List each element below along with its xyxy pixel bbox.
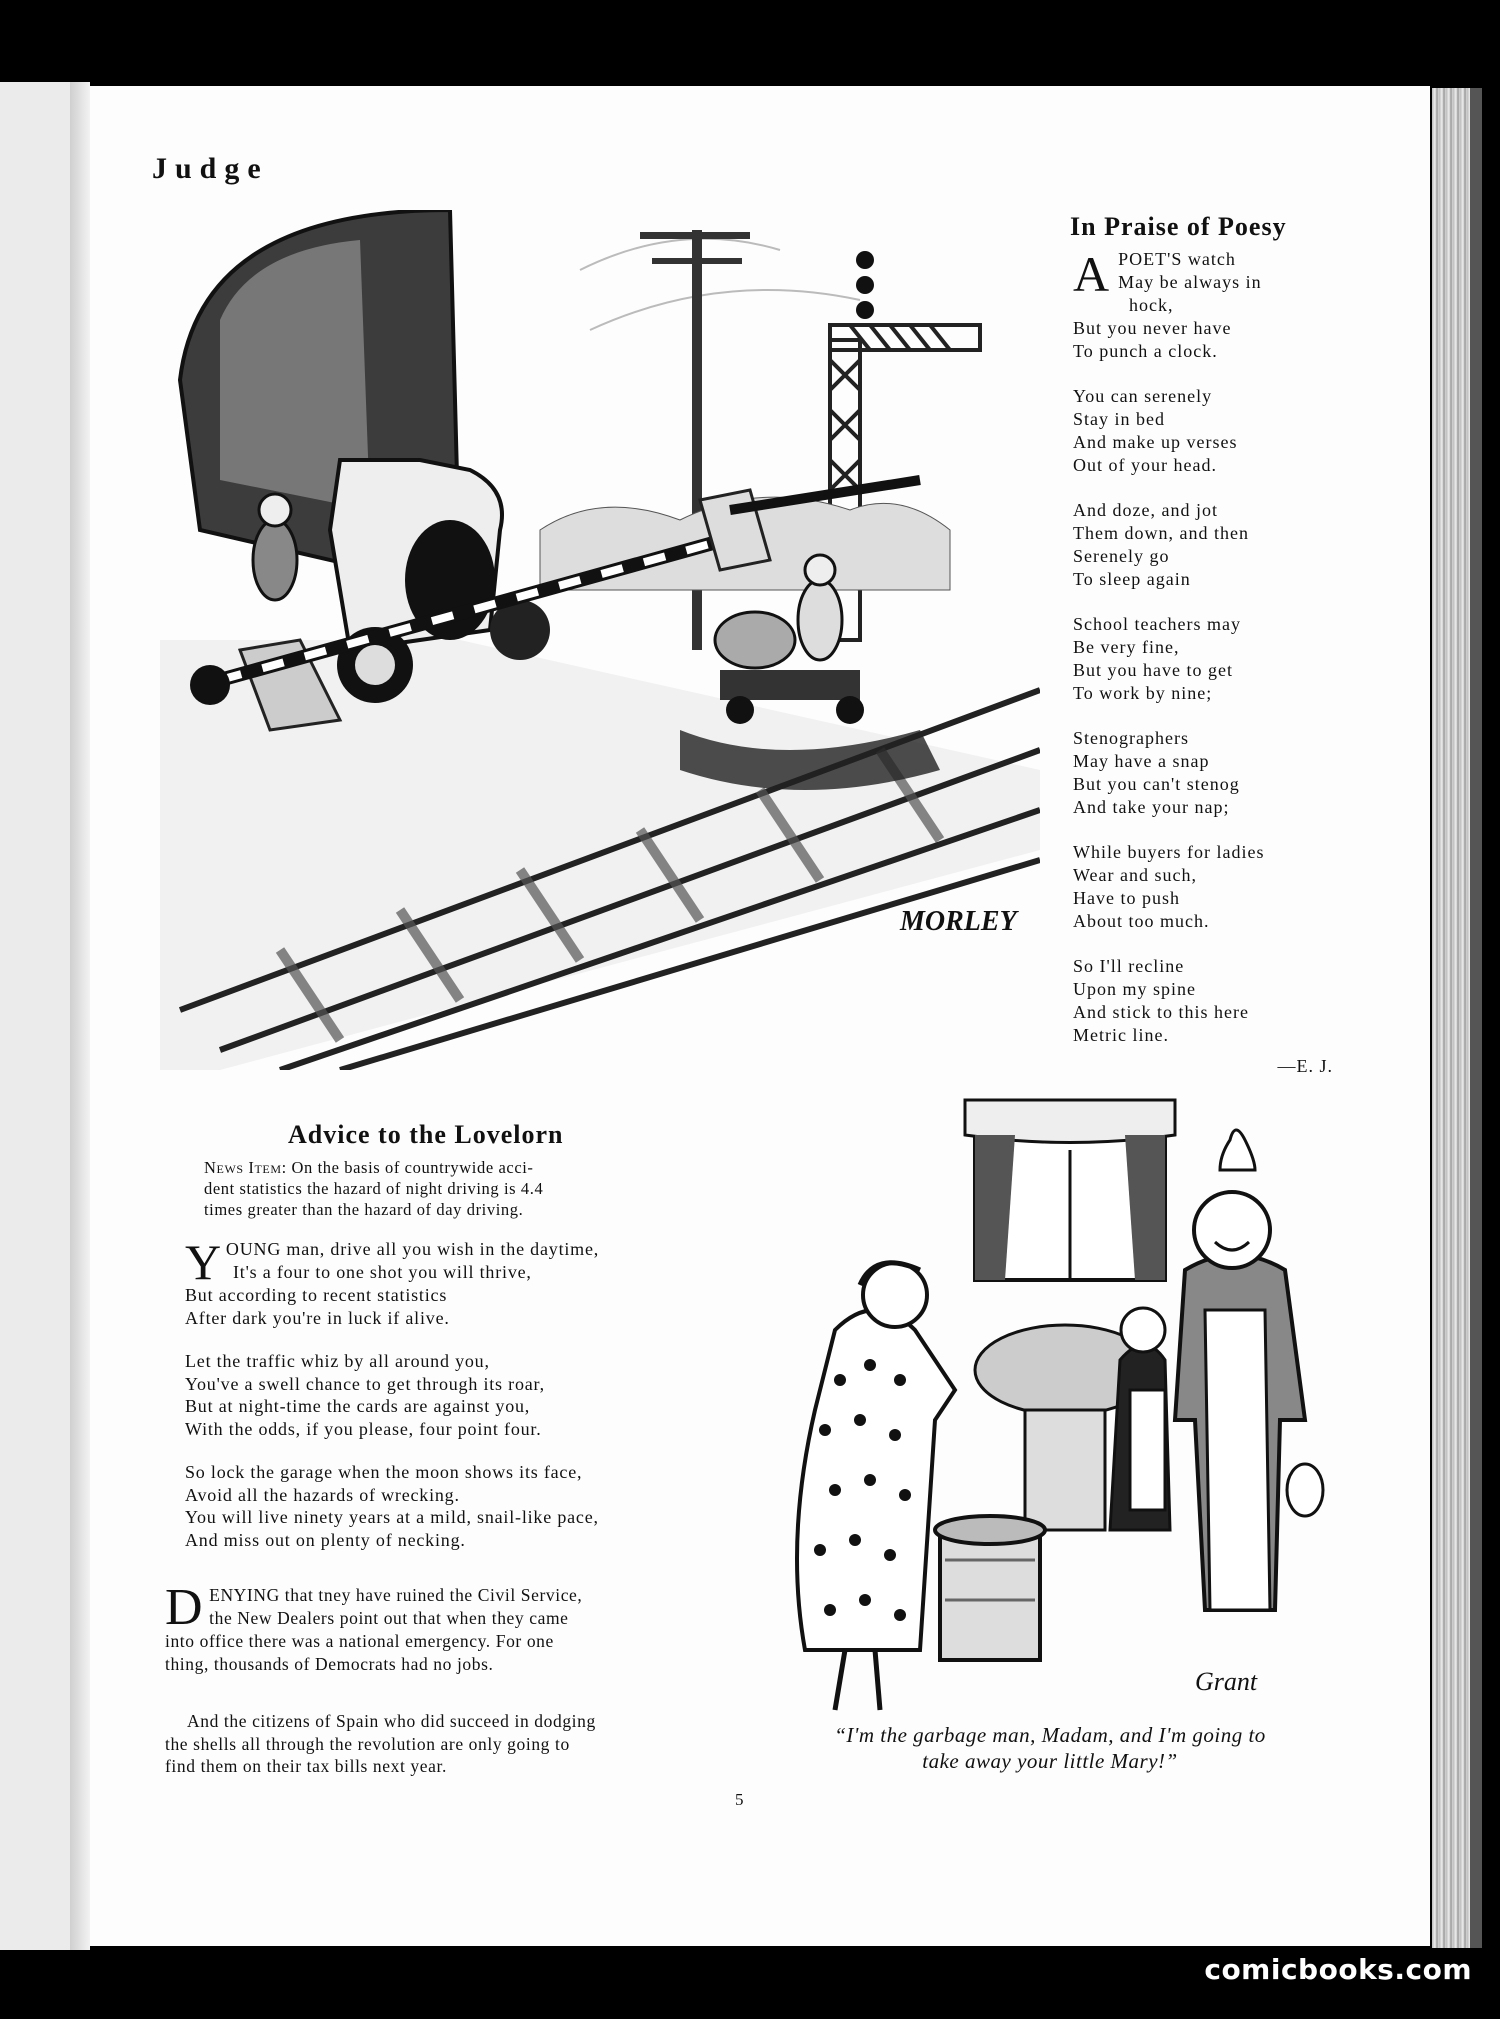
poem-line: And doze, and jot bbox=[1073, 500, 1218, 520]
poem-line: But you have to get bbox=[1073, 660, 1233, 680]
verse-line: You will live ninety years at a mild, snail-like pace, bbox=[185, 1507, 599, 1527]
verse-line: Avoid all the hazards of wrecking. bbox=[185, 1484, 460, 1505]
poem-line: And take your nap; bbox=[1073, 797, 1230, 817]
advice-dropcap: Y bbox=[185, 1234, 222, 1290]
verse-line: Let the traffic whiz by all around you, bbox=[185, 1351, 490, 1371]
masthead: Judge bbox=[152, 152, 269, 185]
poem-stanza-5 bbox=[1073, 727, 1343, 819]
poem-line: You can serenely bbox=[1073, 386, 1213, 406]
cartoon2-signature: Grant bbox=[1195, 1667, 1258, 1696]
watermark: comicbooks.com bbox=[1204, 1953, 1472, 1986]
news-label: News Item: bbox=[204, 1158, 287, 1177]
verse-line: After dark you're in luck if alive. bbox=[185, 1307, 450, 1328]
verse-line: OUNG man, drive all you wish in the daytime, bbox=[225, 1239, 600, 1259]
poem-signature: —E. J. bbox=[1277, 1056, 1333, 1076]
caption-line: “I'm the garbage man, Madam, and I'm going to bbox=[834, 1723, 1266, 1747]
verse-line: And miss out on plenty of necking. bbox=[185, 1529, 466, 1550]
poem-stanza-6 bbox=[1073, 841, 1343, 933]
binding-edge bbox=[1470, 88, 1482, 1948]
poem-line: School teachers may bbox=[1073, 614, 1241, 634]
verse-line: With the odds, if you please, four point four. bbox=[185, 1418, 542, 1439]
advice-stanza-3 bbox=[185, 1461, 725, 1551]
paragraph-line: the shells all through the revolution are only going to bbox=[165, 1733, 570, 1754]
poem-stanza-1 bbox=[1073, 248, 1343, 363]
news-item bbox=[204, 1157, 704, 1220]
advice-verses bbox=[185, 1234, 725, 1572]
railroad-crossing-cartoon bbox=[160, 210, 1040, 1070]
poem-line: hock, bbox=[1129, 295, 1174, 315]
poem-line: So I'll recline bbox=[1073, 956, 1185, 976]
kitchen-cartoon bbox=[765, 1090, 1335, 1730]
poem-line: Serenely go bbox=[1073, 546, 1170, 566]
paragraph-line: find them on their tax bills next year. bbox=[165, 1756, 447, 1776]
poem-line: May have a snap bbox=[1073, 751, 1210, 771]
caption-line: take away your little Mary!” bbox=[922, 1749, 1178, 1773]
advice-title: Advice to the Lovelorn bbox=[288, 1120, 564, 1149]
poem-line: Out of your head. bbox=[1073, 455, 1217, 475]
poem-line: POET'S watch bbox=[1118, 249, 1236, 269]
news-line: times greater than the hazard of day driving. bbox=[204, 1200, 524, 1219]
news-line: On the basis of countrywide acci- bbox=[286, 1158, 534, 1177]
civil-service-paragraph bbox=[165, 1579, 730, 1675]
advice-stanza-2 bbox=[185, 1350, 725, 1440]
paragraph-line: into office there was a national emergency. For one bbox=[165, 1631, 554, 1651]
spain-paragraph bbox=[165, 1710, 730, 1778]
poem-line: Them down, and then bbox=[1073, 523, 1249, 543]
poem-stanza-4 bbox=[1073, 613, 1343, 705]
poem-stanza-7 bbox=[1073, 955, 1343, 1047]
poem-stanza-2 bbox=[1073, 385, 1343, 477]
poem-line: And stick to this here bbox=[1073, 1002, 1249, 1022]
poem-line: To work by nine; bbox=[1073, 683, 1213, 703]
verse-line: But according to recent statistics bbox=[185, 1285, 448, 1305]
poem-line: Upon my spine bbox=[1073, 979, 1196, 999]
paragraph-line: the New Dealers point out that when they came bbox=[209, 1607, 569, 1628]
poem-line: Stenographers bbox=[1073, 728, 1189, 748]
book-gutter bbox=[70, 82, 90, 1950]
poem-line: May be always in bbox=[1118, 272, 1262, 292]
poem-line: Stay in bed bbox=[1073, 409, 1165, 429]
page-stack-edge bbox=[1432, 88, 1472, 1948]
cartoon1-signature: MORLEY bbox=[900, 906, 1017, 937]
poem-line: While buyers for ladies bbox=[1073, 842, 1265, 862]
news-line: dent statistics the hazard of night driving is 4.4 bbox=[204, 1179, 544, 1198]
poem-stanza-3 bbox=[1073, 499, 1343, 591]
verse-line: It's a four to one shot you will thrive, bbox=[233, 1261, 532, 1282]
civil-service-dropcap: D bbox=[165, 1579, 204, 1636]
verse-line: So lock the garage when the moon shows its face, bbox=[185, 1462, 583, 1482]
poem-line: But you never have bbox=[1073, 318, 1232, 338]
poem-dropcap: A bbox=[1073, 246, 1111, 302]
paragraph-line: ENYING that tney have ruined the Civil Service, bbox=[209, 1585, 583, 1605]
page-number: 5 bbox=[735, 1790, 744, 1809]
poem-line: But you can't stenog bbox=[1073, 774, 1240, 794]
cartoon-caption bbox=[770, 1722, 1330, 1774]
verse-line: You've a swell chance to get through its roar, bbox=[185, 1373, 545, 1394]
paragraph-line: And the citizens of Spain who did succeed in dodging bbox=[187, 1711, 596, 1731]
poem-line: About too much. bbox=[1073, 911, 1210, 931]
poem-line: To punch a clock. bbox=[1073, 341, 1218, 361]
poem-body bbox=[1073, 248, 1343, 1078]
poem-line: To sleep again bbox=[1073, 569, 1191, 589]
poem-line: Wear and such, bbox=[1073, 865, 1198, 885]
poem-line: Have to push bbox=[1073, 888, 1180, 908]
paragraph-line: thing, thousands of Democrats had no jobs. bbox=[165, 1653, 494, 1674]
poem-line: Metric line. bbox=[1073, 1025, 1169, 1045]
poem-line: And make up verses bbox=[1073, 432, 1238, 452]
poem-line: Be very fine, bbox=[1073, 637, 1180, 657]
verse-line: But at night-time the cards are against you, bbox=[185, 1396, 531, 1416]
poem-title: In Praise of Poesy bbox=[1070, 212, 1287, 241]
advice-stanza-1 bbox=[185, 1234, 725, 1329]
